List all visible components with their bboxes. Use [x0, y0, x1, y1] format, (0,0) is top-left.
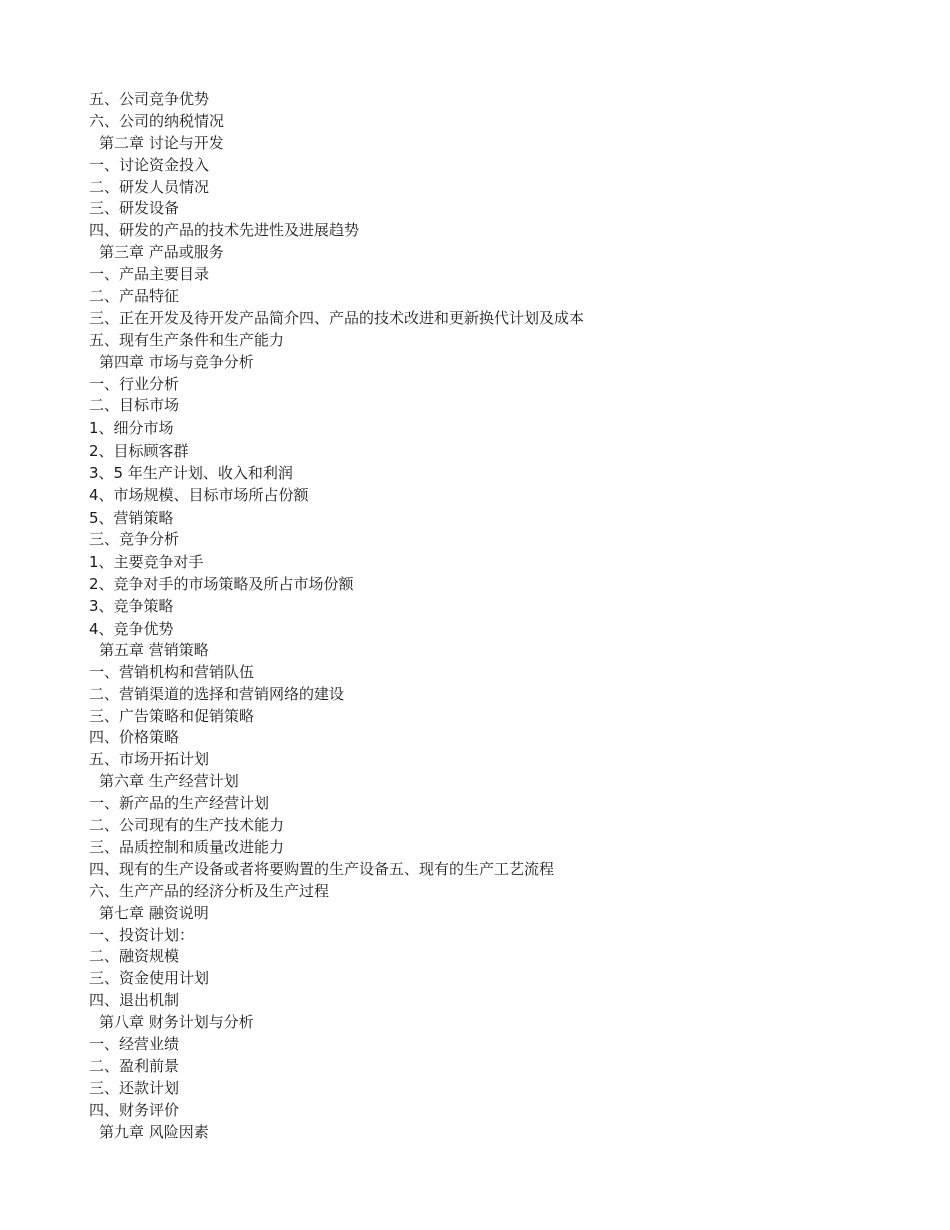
- toc-entry: 二、产品特征: [89, 287, 180, 306]
- toc-entry: 五、公司竞争优势: [89, 90, 210, 108]
- toc-entry: 六、公司的纳税情况: [89, 111, 225, 130]
- toc-entry: 一、产品主要目录: [89, 265, 210, 284]
- toc-entry: 一、营销机构和营销队伍: [89, 662, 255, 681]
- toc-entry: 1、细分市场: [89, 419, 174, 438]
- toc-entry: 二、营销渠道的选择和营销网络的建设: [89, 684, 345, 703]
- toc-entry: 3、竞争策略: [89, 597, 174, 616]
- chapter-heading: 第九章 风险因素: [99, 1122, 209, 1141]
- toc-entry: 四、财务评价: [89, 1100, 180, 1119]
- toc-entry: 六、生产产品的经济分析及生产过程: [89, 881, 330, 900]
- toc-entry: 二、盈利前景: [89, 1056, 180, 1075]
- toc-entry: 一、新产品的生产经营计划: [89, 794, 270, 813]
- toc-entry: 3、5 年生产计划、收入和利润: [89, 463, 293, 482]
- toc-entry: 一、投资计划：: [89, 925, 195, 944]
- chapter-heading: 第七章 融资说明: [99, 903, 209, 922]
- toc-entry: 四、价格策略: [89, 728, 180, 747]
- toc-entry: 四、研发的产品的技术先进性及进展趋势: [89, 221, 360, 240]
- toc-entry: 二、目标市场: [89, 396, 180, 415]
- toc-entry: 5、营销策略: [89, 508, 174, 527]
- toc-entry: 2、竞争对手的市场策略及所占市场份额: [89, 575, 354, 594]
- toc-entry: 三、品质控制和质量改进能力: [89, 837, 285, 856]
- toc-entry: 4、竞争优势: [89, 619, 174, 638]
- toc-entry: 1、主要竞争对手: [89, 552, 204, 571]
- toc-entry: 二、融资规模: [89, 947, 180, 966]
- chapter-heading: 第四章 市场与竞争分析: [99, 352, 254, 371]
- toc-entry: 二、研发人员情况: [89, 177, 210, 196]
- toc-entry: 三、广告策略和促销策略: [89, 706, 255, 725]
- toc-entry: 四、现有的生产设备或者将要购置的生产设备五、现有的生产工艺流程: [89, 859, 555, 878]
- toc-entry: 三、竞争分析: [89, 529, 180, 548]
- chapter-heading: 第二章 讨论与开发: [99, 133, 224, 152]
- toc-entry: 五、市场开拓计划: [89, 750, 210, 769]
- toc-entry: 二、公司现有的生产技术能力: [89, 816, 285, 835]
- toc-entry: 一、讨论资金投入: [89, 155, 210, 174]
- toc-entry: 三、研发设备: [89, 199, 180, 218]
- chapter-heading: 第五章 营销策略: [99, 640, 209, 659]
- chapter-heading: 第三章 产品或服务: [99, 243, 224, 262]
- toc-entry: 五、现有生产条件和生产能力: [89, 330, 285, 349]
- toc-entry: 一、行业分析: [89, 374, 180, 393]
- toc-entry: 三、正在开发及待开发产品简介四、产品的技术改进和更新换代计划及成本: [89, 308, 585, 327]
- toc-entry: 4、市场规模、目标市场所占份额: [89, 486, 309, 505]
- toc-entry: 三、资金使用计划: [89, 969, 210, 988]
- chapter-heading: 第八章 财务计划与分析: [99, 1013, 254, 1032]
- table-of-contents: [89, 89, 889, 1143]
- toc-entry: 一、经营业绩: [89, 1034, 180, 1053]
- toc-entry: 四、退出机制: [89, 991, 180, 1010]
- chapter-heading: 第六章 生产经营计划: [99, 772, 239, 791]
- toc-entry: 三、还款计划: [89, 1078, 180, 1097]
- toc-entry: 2、目标顾客群: [89, 441, 189, 460]
